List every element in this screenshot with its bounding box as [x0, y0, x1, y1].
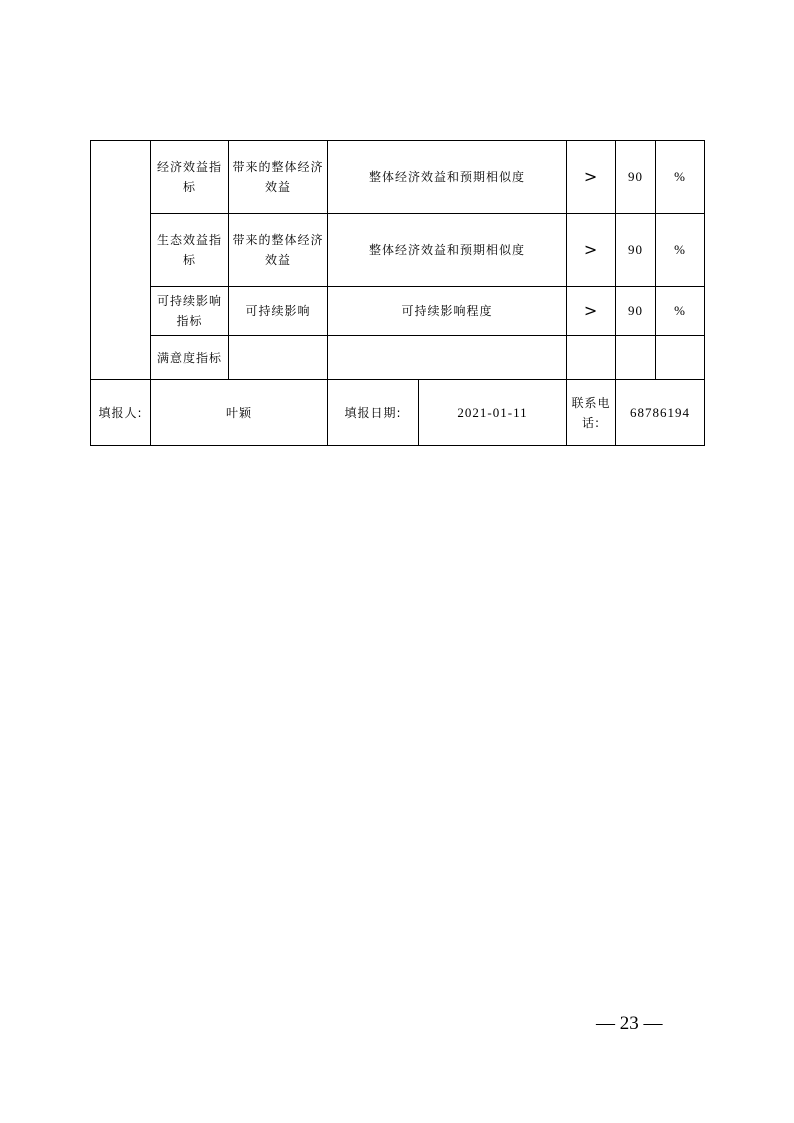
metric-cell: 可持续影响程度	[328, 287, 567, 336]
date-value: 2021-01-11	[419, 380, 567, 446]
operator-cell: >	[567, 287, 616, 336]
performance-table	[90, 140, 705, 446]
sub-indicator-cell: 带来的整体经济效益	[229, 141, 328, 214]
category-cell: 经济效益指标	[151, 141, 229, 214]
value-cell: 90	[616, 287, 656, 336]
unit-cell: %	[656, 214, 705, 287]
category-cell: 生态效益指标	[151, 214, 229, 287]
page-number: — 23 —	[596, 1013, 663, 1034]
metric-cell: 整体经济效益和预期相似度	[328, 214, 567, 287]
metric-cell	[328, 336, 567, 380]
phone-value: 68786194	[616, 380, 705, 446]
value-cell	[616, 336, 656, 380]
operator-cell	[567, 336, 616, 380]
value-cell: 90	[616, 141, 656, 214]
table-row	[91, 214, 705, 287]
category-cell: 满意度指标	[151, 336, 229, 380]
footer-row	[91, 380, 705, 446]
reporter-label: 填报人:	[91, 380, 151, 446]
value-cell: 90	[616, 214, 656, 287]
metric-cell: 整体经济效益和预期相似度	[328, 141, 567, 214]
sub-indicator-cell: 带来的整体经济效益	[229, 214, 328, 287]
operator-cell: >	[567, 141, 616, 214]
category-cell: 可持续影响指标	[151, 287, 229, 336]
operator-cell: >	[567, 214, 616, 287]
unit-cell: %	[656, 287, 705, 336]
table-row	[91, 336, 705, 380]
merged-blank-cell	[91, 141, 151, 380]
unit-cell	[656, 336, 705, 380]
reporter-name: 叶颖	[151, 380, 328, 446]
date-label: 填报日期:	[328, 380, 419, 446]
table-row	[91, 287, 705, 336]
sub-indicator-cell: 可持续影响	[229, 287, 328, 336]
phone-label: 联系电话:	[567, 380, 616, 446]
sub-indicator-cell	[229, 336, 328, 380]
unit-cell: %	[656, 141, 705, 214]
table-row	[91, 141, 705, 214]
